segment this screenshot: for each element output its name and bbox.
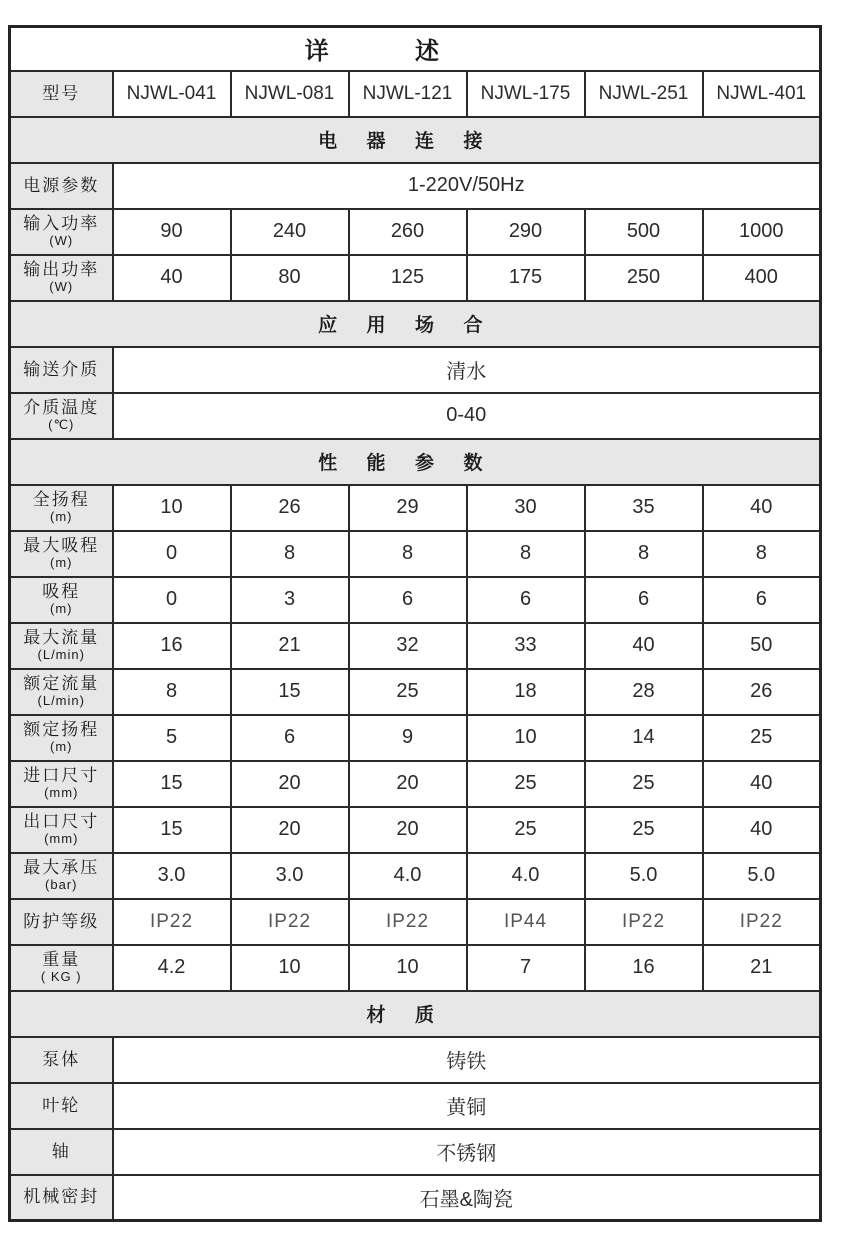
row-label (10, 715, 113, 761)
value-cell: 6 (467, 577, 585, 623)
row-label (10, 485, 113, 531)
model-row-label: 型号 (10, 71, 113, 117)
model-cell: NJWL-175 (467, 71, 585, 117)
row-unit-text: (bar) (45, 876, 78, 892)
row-label-text: 输送介质 (23, 359, 100, 379)
value-cell: IP22 (703, 899, 821, 945)
value-cell: 9 (349, 715, 467, 761)
row-label-text: 最大流量 (23, 628, 100, 648)
value-cell: 25 (467, 807, 585, 853)
value-cell: 25 (349, 669, 467, 715)
value-cell: IP22 (113, 899, 231, 945)
row-label-text: 额定扬程 (23, 720, 100, 740)
row-unit-text: (m) (50, 738, 73, 754)
models-row (10, 71, 821, 117)
value-cell: 500 (585, 209, 703, 255)
row-label (10, 209, 113, 255)
section-header-row (10, 301, 821, 347)
value-cell: 20 (349, 761, 467, 807)
value-cell: 8 (349, 531, 467, 577)
table-row (10, 899, 821, 945)
value-cell: 50 (703, 623, 821, 669)
value-cell: 3.0 (231, 853, 349, 899)
row-label-text: 全扬程 (32, 490, 90, 510)
row-label (10, 163, 113, 209)
value-cell: 15 (113, 807, 231, 853)
section-header-row (10, 991, 821, 1037)
value-cell: 不锈钢 (113, 1129, 821, 1175)
value-cell: 5.0 (703, 853, 821, 899)
table-row (10, 1175, 821, 1221)
row-label (10, 1129, 113, 1175)
table-row (10, 163, 821, 209)
value-cell: 铸铁 (113, 1037, 821, 1083)
table-row (10, 715, 821, 761)
section-header: 电器连接 (10, 117, 821, 163)
value-cell: 20 (231, 761, 349, 807)
value-cell: 10 (349, 945, 467, 991)
table-row (10, 393, 821, 439)
row-unit-text: (m) (50, 554, 73, 570)
value-cell: 6 (585, 577, 703, 623)
value-cell: 250 (585, 255, 703, 301)
value-cell: 14 (585, 715, 703, 761)
row-label (10, 1083, 113, 1129)
value-cell: 5 (113, 715, 231, 761)
value-cell: 8 (703, 531, 821, 577)
row-unit-text: ( KG ) (40, 968, 82, 984)
row-label-text: 进口尺寸 (23, 766, 100, 786)
model-cell: NJWL-081 (231, 71, 349, 117)
value-cell: 290 (467, 209, 585, 255)
value-cell: 石墨&陶瓷 (113, 1175, 821, 1221)
row-unit-text: (W) (49, 232, 74, 248)
value-cell: 5.0 (585, 853, 703, 899)
row-label-text: 输入功率 (23, 214, 100, 234)
model-cell: NJWL-401 (703, 71, 821, 117)
row-label-text: 机械密封 (23, 1187, 100, 1207)
value-cell: 20 (231, 807, 349, 853)
value-cell: 260 (349, 209, 467, 255)
row-unit-text: (W) (49, 278, 74, 294)
row-label-text: 防护等级 (23, 911, 100, 931)
table-row (10, 531, 821, 577)
section-header-row (10, 117, 821, 163)
row-label-text: 介质温度 (23, 398, 100, 418)
row-label (10, 945, 113, 991)
value-cell: 25 (467, 761, 585, 807)
row-label-text: 额定流量 (23, 674, 100, 694)
value-cell: 26 (231, 485, 349, 531)
value-cell: 6 (231, 715, 349, 761)
row-label (10, 853, 113, 899)
row-label-text: 输出功率 (23, 260, 100, 280)
value-cell: 1000 (703, 209, 821, 255)
value-cell: 8 (585, 531, 703, 577)
value-cell: 40 (703, 761, 821, 807)
row-label-text: 出口尺寸 (23, 812, 100, 832)
value-cell: IP22 (349, 899, 467, 945)
row-label (10, 577, 113, 623)
value-cell: 26 (703, 669, 821, 715)
row-label (10, 347, 113, 393)
value-cell: 1-220V/50Hz (113, 163, 821, 209)
table-row (10, 1037, 821, 1083)
value-cell: 20 (349, 807, 467, 853)
value-cell: 4.0 (467, 853, 585, 899)
value-cell: 15 (231, 669, 349, 715)
value-cell: 21 (231, 623, 349, 669)
row-label (10, 1175, 113, 1221)
row-label (10, 255, 113, 301)
row-label (10, 531, 113, 577)
value-cell: 4.2 (113, 945, 231, 991)
row-label (10, 807, 113, 853)
value-cell: 15 (113, 761, 231, 807)
row-label (10, 623, 113, 669)
row-unit-text: (mm) (44, 784, 79, 800)
table-row (10, 1129, 821, 1175)
table-row (10, 1083, 821, 1129)
value-cell: 0 (113, 577, 231, 623)
value-cell: 40 (113, 255, 231, 301)
value-cell: 7 (467, 945, 585, 991)
value-cell: IP22 (231, 899, 349, 945)
value-cell: 黄铜 (113, 1083, 821, 1129)
section-header: 应用场合 (10, 301, 821, 347)
row-unit-text: (L/min) (37, 692, 85, 708)
value-cell: 18 (467, 669, 585, 715)
row-label-text: 最大吸程 (23, 536, 100, 556)
table-row (10, 347, 821, 393)
value-cell: 29 (349, 485, 467, 531)
value-cell: 35 (585, 485, 703, 531)
value-cell: 125 (349, 255, 467, 301)
table-row (10, 485, 821, 531)
value-cell: 清水 (113, 347, 821, 393)
table-row (10, 623, 821, 669)
row-label (10, 899, 113, 945)
value-cell: 10 (467, 715, 585, 761)
value-cell: 80 (231, 255, 349, 301)
table-row (10, 945, 821, 991)
value-cell: 25 (703, 715, 821, 761)
table-row (10, 669, 821, 715)
row-label (10, 761, 113, 807)
value-cell: 10 (231, 945, 349, 991)
value-cell: IP44 (467, 899, 585, 945)
row-label-text: 叶轮 (42, 1095, 81, 1115)
value-cell: 175 (467, 255, 585, 301)
row-unit-text: (℃) (48, 416, 75, 432)
value-cell: 30 (467, 485, 585, 531)
value-cell: 16 (585, 945, 703, 991)
row-unit-text: (m) (50, 508, 73, 524)
table-row (10, 853, 821, 899)
value-cell: 8 (113, 669, 231, 715)
value-cell: 0 (113, 531, 231, 577)
row-label-text: 吸程 (42, 582, 81, 602)
value-cell: 8 (467, 531, 585, 577)
section-header-row (10, 439, 821, 485)
model-cell: NJWL-251 (585, 71, 703, 117)
spec-table (8, 25, 822, 1222)
row-unit-text: (L/min) (37, 646, 85, 662)
table-row (10, 577, 821, 623)
value-cell: 8 (231, 531, 349, 577)
value-cell: 400 (703, 255, 821, 301)
value-cell: 3.0 (113, 853, 231, 899)
value-cell: 40 (703, 485, 821, 531)
spec-table-body (10, 27, 821, 1221)
value-cell: 3 (231, 577, 349, 623)
table-row (10, 761, 821, 807)
value-cell: 32 (349, 623, 467, 669)
row-label (10, 1037, 113, 1083)
model-cell: NJWL-121 (349, 71, 467, 117)
table-row (10, 807, 821, 853)
model-cell: NJWL-041 (113, 71, 231, 117)
row-label (10, 393, 113, 439)
row-label (10, 669, 113, 715)
value-cell: 4.0 (349, 853, 467, 899)
table-row (10, 255, 821, 301)
value-cell: IP22 (585, 899, 703, 945)
value-cell: 25 (585, 761, 703, 807)
value-cell: 40 (703, 807, 821, 853)
section-header: 材质 (10, 991, 821, 1037)
row-unit-text: (mm) (44, 830, 79, 846)
section-header: 性能参数 (10, 439, 821, 485)
value-cell: 0-40 (113, 393, 821, 439)
row-label-text: 最大承压 (23, 858, 100, 878)
value-cell: 33 (467, 623, 585, 669)
row-label-text: 轴 (51, 1141, 71, 1161)
table-title: 详述 (10, 27, 821, 71)
value-cell: 6 (703, 577, 821, 623)
value-cell: 16 (113, 623, 231, 669)
row-unit-text: (m) (50, 600, 73, 616)
row-label-text: 泵体 (42, 1049, 81, 1069)
value-cell: 240 (231, 209, 349, 255)
value-cell: 25 (585, 807, 703, 853)
value-cell: 28 (585, 669, 703, 715)
table-row (10, 209, 821, 255)
value-cell: 40 (585, 623, 703, 669)
title-row (10, 27, 821, 71)
value-cell: 6 (349, 577, 467, 623)
value-cell: 90 (113, 209, 231, 255)
value-cell: 21 (703, 945, 821, 991)
row-label-text: 电源参数 (23, 175, 100, 195)
row-label-text: 重量 (42, 950, 81, 970)
value-cell: 10 (113, 485, 231, 531)
